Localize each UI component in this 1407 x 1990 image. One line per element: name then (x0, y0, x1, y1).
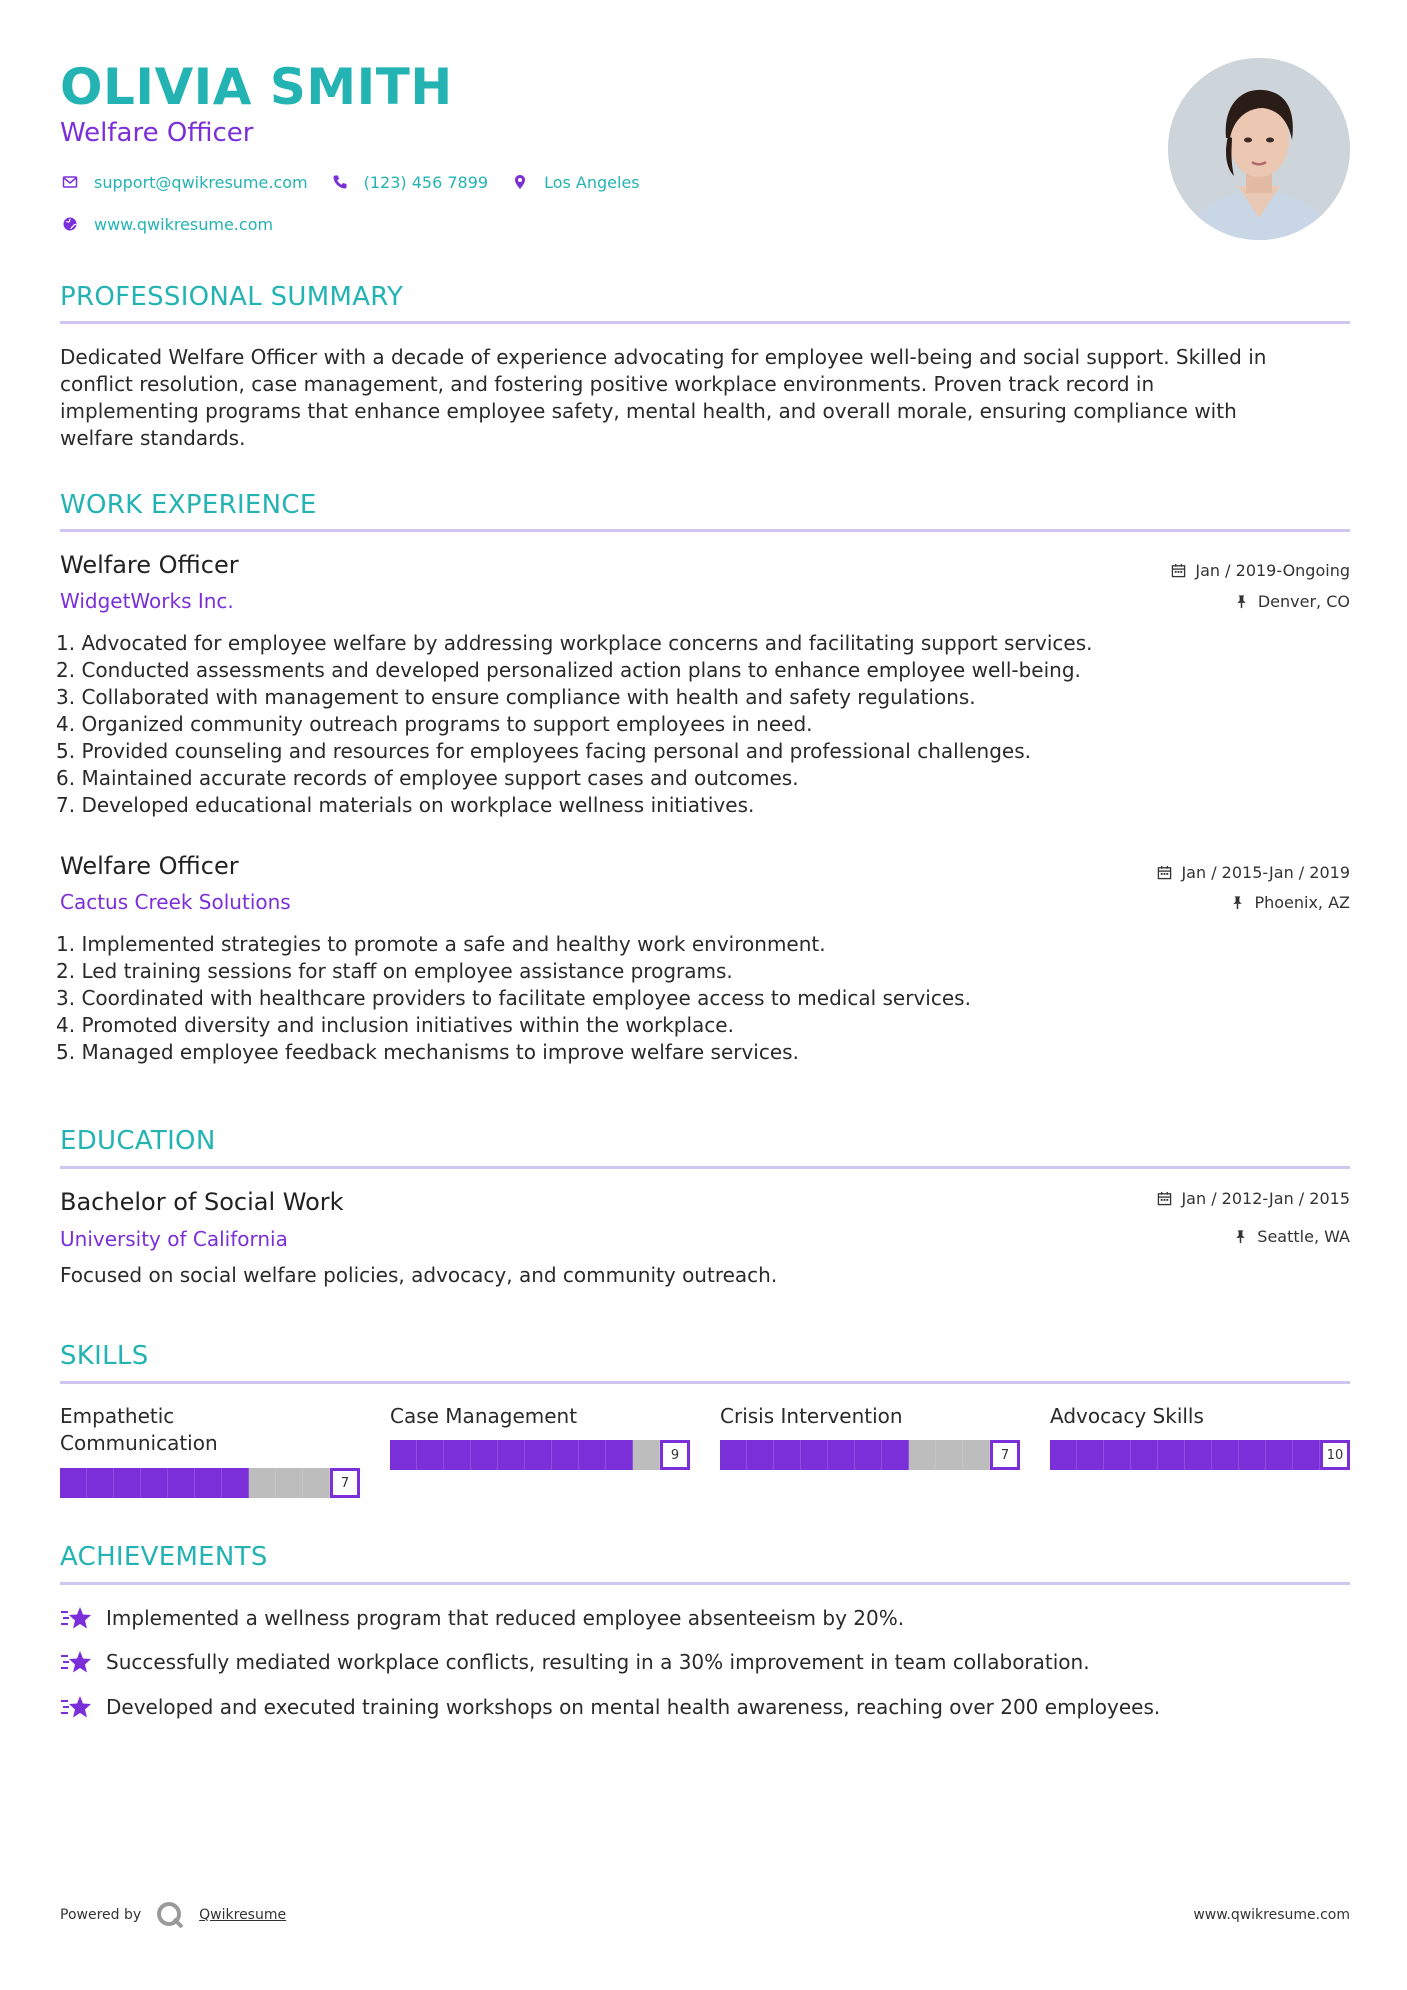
summary-line: Dedicated Welfare Officer with a decade of experience advocating for employee well-being and social support. Skilled in (60, 345, 1267, 369)
contact-row (60, 172, 662, 192)
skill-bar-segment (195, 1468, 222, 1498)
qwikresume-link[interactable]: Qwikresume (199, 1907, 287, 1923)
achievement-item (60, 1604, 904, 1632)
job-bullet: 1. Advocated for employee welfare by addressing workplace concerns and facilitating support services. (56, 631, 1093, 655)
skill-item (1050, 1403, 1350, 1463)
job-title: Welfare Officer (60, 852, 239, 880)
powered-by-text: Powered by (60, 1907, 142, 1923)
job-bullet: 3. Collaborated with management to ensure compliance with health and safety regulations. (56, 685, 976, 709)
skill-bar-segment (909, 1440, 936, 1470)
skill-bar-segment (276, 1468, 303, 1498)
skill-bar (60, 1468, 360, 1498)
star-icon (60, 1693, 92, 1721)
education-description: Focused on social welfare policies, advocacy, and community outreach. (60, 1263, 778, 1287)
skill-bar-segment (141, 1468, 168, 1498)
calendar-icon (1157, 1191, 1173, 1207)
skill-bar-segment (774, 1440, 801, 1470)
website-text: www.qwikresume.com (94, 214, 274, 234)
phone-icon (330, 172, 350, 192)
job-bullets (56, 630, 1256, 819)
skill-bar-segment (249, 1468, 276, 1498)
skill-level-badge: 7 (330, 1468, 360, 1498)
skill-bar-segment (114, 1468, 141, 1498)
footer-url[interactable]: www.qwikresume.com (1193, 1907, 1350, 1923)
globe-icon (60, 214, 80, 234)
job-bullet: 5. Provided counseling and resources for employees facing personal and professional challenges. (56, 739, 1032, 763)
skill-bar-segment (444, 1440, 471, 1470)
candidate-title: Welfare Officer (60, 118, 254, 148)
skill-bar-segment (882, 1440, 909, 1470)
job-bullet: 1. Implemented strategies to promote a safe and healthy work environment. (56, 932, 826, 956)
qwikresume-logo-icon (155, 1900, 185, 1930)
email-text: support@qwikresume.com (94, 172, 308, 192)
job-location-text: Denver, CO (1257, 592, 1350, 611)
star-icon (60, 1604, 92, 1632)
contact-row-website (60, 214, 295, 234)
skill-bar-segment (87, 1468, 114, 1498)
skill-bar-segment (936, 1440, 963, 1470)
achievement-item (60, 1693, 1160, 1721)
skill-bar-segment (303, 1468, 330, 1498)
skill-bar-segment (1185, 1440, 1212, 1470)
education-divider (60, 1166, 1350, 1169)
job-bullet: 3. Coordinated with healthcare providers to facilitate employee access to medical services. (56, 986, 971, 1010)
skill-bar-segment (801, 1440, 828, 1470)
skill-bar-segment (606, 1440, 633, 1470)
job-company: WidgetWorks Inc. (60, 589, 234, 613)
job-location-text: Phoenix, AZ (1254, 893, 1350, 912)
job-title: Welfare Officer (60, 551, 239, 579)
job-bullet: 5. Managed employee feedback mechanisms to improve welfare services. (56, 1040, 799, 1064)
job-dates-text: Jan / 2019-Ongoing (1195, 561, 1350, 580)
candidate-name: OLIVIA SMITH (60, 58, 453, 116)
skill-bar-segment (498, 1440, 525, 1470)
skill-bar-segment (963, 1440, 990, 1470)
education-heading: EDUCATION (60, 1126, 216, 1156)
job-bullets (56, 931, 1256, 1066)
contact-website[interactable] (60, 214, 273, 234)
calendar-icon (1157, 865, 1173, 881)
skill-bar-segment (390, 1440, 417, 1470)
skill-bar-segment (60, 1468, 87, 1498)
skill-bar (390, 1440, 690, 1470)
skill-item (60, 1403, 360, 1491)
summary-line: welfare standards. (60, 426, 246, 450)
skill-bar (720, 1440, 1020, 1470)
profile-photo (1168, 58, 1350, 240)
job-bullet: 2. Led training sessions for staff on employee assistance programs. (56, 959, 733, 983)
summary-text (60, 344, 1350, 452)
skill-bar-segment (417, 1440, 444, 1470)
job-dates-text: Jan / 2015-Jan / 2019 (1181, 863, 1350, 882)
summary-heading: PROFESSIONAL SUMMARY (60, 282, 404, 312)
contact-location (510, 172, 640, 192)
skill-bar-segment (579, 1440, 606, 1470)
summary-line: conflict resolution, case management, and fostering positive workplace environments. Proven track record in (60, 372, 1155, 396)
experience-heading: WORK EXPERIENCE (60, 490, 317, 520)
skill-item (390, 1403, 690, 1463)
achievements-divider (60, 1582, 1350, 1585)
skill-bar-segment (222, 1468, 249, 1498)
experience-divider (60, 529, 1350, 532)
job-company: Cactus Creek Solutions (60, 890, 291, 914)
achievement-text: Implemented a wellness program that reduced employee absenteeism by 20%. (106, 1606, 905, 1630)
education-location-text: Seattle, WA (1257, 1227, 1350, 1246)
skill-bar-segment (1266, 1440, 1293, 1470)
location-pin-icon (510, 172, 530, 192)
skill-item (720, 1403, 1020, 1463)
calendar-icon (1171, 563, 1187, 579)
skill-bar-segment (855, 1440, 882, 1470)
job-bullet: 4. Promoted diversity and inclusion initiatives within the workplace. (56, 1013, 734, 1037)
skill-level-badge: 9 (660, 1440, 690, 1470)
skill-bar-segment (1131, 1440, 1158, 1470)
skill-level-badge: 7 (990, 1440, 1020, 1470)
achievement-text: Successfully mediated workplace conflicts, resulting in a 30% improvement in team collaboration. (106, 1650, 1090, 1674)
education-dates (1157, 1189, 1350, 1208)
job-location (1234, 592, 1350, 611)
summary-divider (60, 321, 1350, 324)
location-text: Los Angeles (544, 172, 640, 192)
skill-bar-segment (471, 1440, 498, 1470)
skill-bar-segment (828, 1440, 855, 1470)
skill-bar-segment (168, 1468, 195, 1498)
skill-label: Advocacy Skills (1050, 1404, 1204, 1428)
achievement-text: Developed and executed training workshops on mental health awareness, reaching over 200 employees. (106, 1695, 1161, 1719)
job-bullet: 7. Developed educational materials on workplace wellness initiatives. (56, 793, 755, 817)
education-location (1233, 1227, 1350, 1246)
skill-bar-segment (1293, 1440, 1320, 1470)
pushpin-icon (1230, 895, 1246, 911)
skill-bar-segment (1158, 1440, 1185, 1470)
skill-bar-segment (747, 1440, 774, 1470)
skill-bar (1050, 1440, 1350, 1470)
degree-title: Bachelor of Social Work (60, 1188, 344, 1216)
skill-level-badge: 10 (1320, 1440, 1350, 1470)
phone-text: (123) 456 7899 (363, 172, 489, 192)
contact-email[interactable] (60, 172, 308, 192)
pushpin-icon (1234, 594, 1250, 610)
job-bullet: 2. Conducted assessments and developed personalized action plans to enhance employee well-being. (56, 658, 1081, 682)
job-dates (1171, 561, 1350, 580)
skill-label-line2: Communication (60, 1431, 218, 1455)
skill-bar-segment (720, 1440, 747, 1470)
contact-phone[interactable] (330, 172, 488, 192)
skills-heading: SKILLS (60, 1341, 149, 1371)
envelope-icon (60, 172, 80, 192)
job-location (1230, 893, 1350, 912)
skill-bar-segment (1077, 1440, 1104, 1470)
skill-bar-segment (1212, 1440, 1239, 1470)
footer-powered-by (60, 1900, 286, 1930)
skill-bar-segment (1050, 1440, 1077, 1470)
skill-bar-segment (552, 1440, 579, 1470)
skill-bar-segment (525, 1440, 552, 1470)
job-dates (1157, 863, 1350, 882)
achievement-item (60, 1648, 1090, 1676)
skill-bar-segment (1104, 1440, 1131, 1470)
education-dates-text: Jan / 2012-Jan / 2015 (1181, 1189, 1350, 1208)
star-icon (60, 1648, 92, 1676)
achievements-heading: ACHIEVEMENTS (60, 1542, 268, 1572)
job-bullet: 6. Maintained accurate records of employee support cases and outcomes. (56, 766, 799, 790)
skill-label: Empathetic (60, 1404, 175, 1428)
summary-line: implementing programs that enhance employee safety, mental health, and overall morale, ensuring compliance with (60, 399, 1237, 423)
skill-bar-segment (633, 1440, 660, 1470)
job-bullet: 4. Organized community outreach programs to support employees in need. (56, 712, 813, 736)
skill-label: Case Management (390, 1404, 578, 1428)
skills-divider (60, 1381, 1350, 1384)
skill-label: Crisis Intervention (720, 1404, 903, 1428)
school-name: University of California (60, 1227, 288, 1251)
pushpin-icon (1233, 1229, 1249, 1245)
skill-bar-segment (1239, 1440, 1266, 1470)
